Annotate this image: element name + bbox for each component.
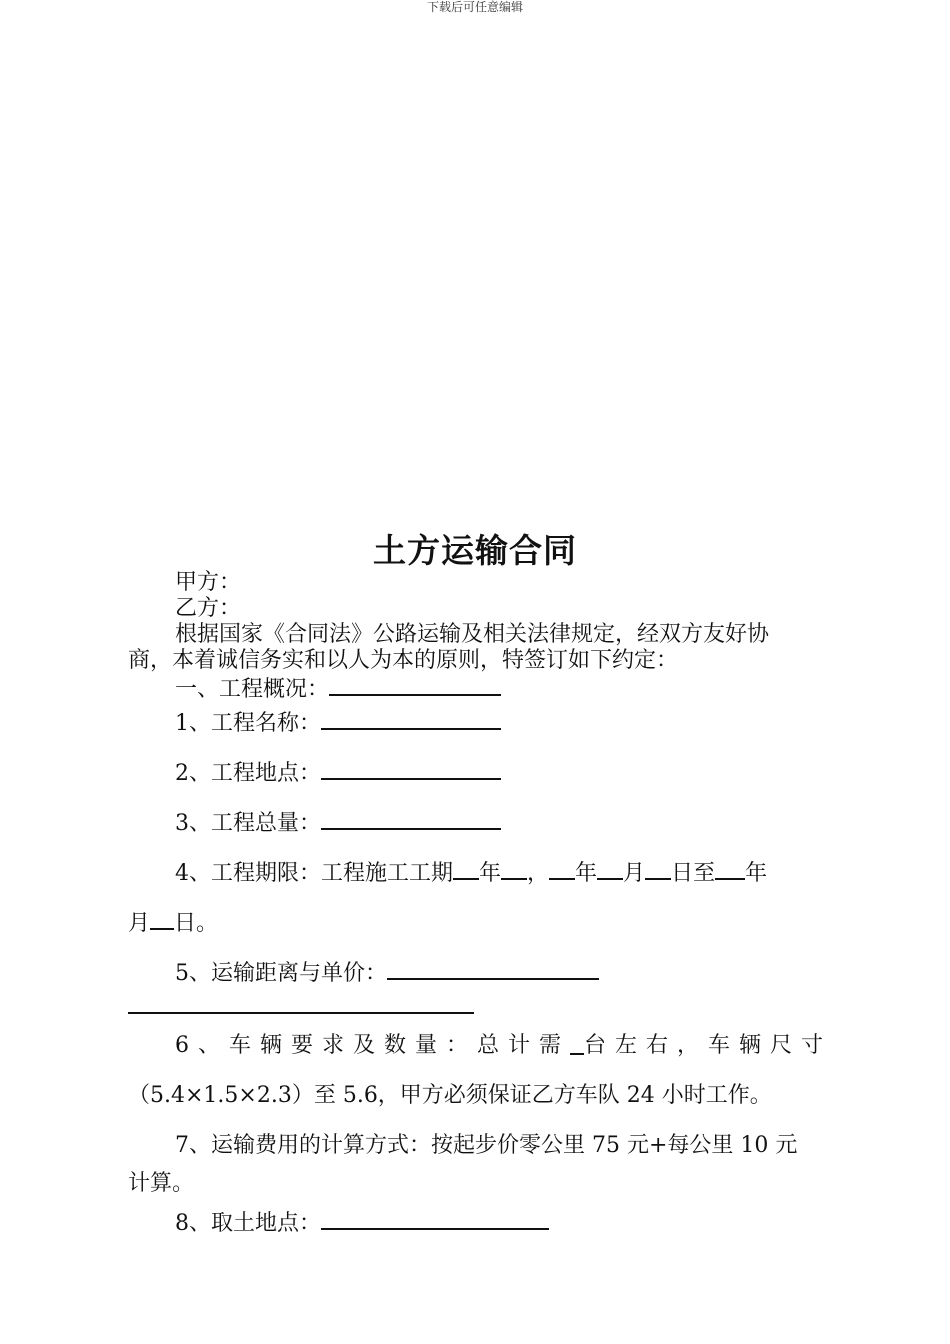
item-project-total-label: 3、工程总量： [175, 811, 321, 836]
period-end-month-text: 月 [128, 911, 151, 936]
period-year-text: 年 [479, 861, 502, 886]
distance-price-blank-1[interactable] [387, 958, 599, 980]
soil-location-blank[interactable] [321, 1208, 549, 1230]
item-project-period-label: 4、工程期限：工程施工工期 [175, 861, 453, 886]
item-distance-price [175, 958, 599, 987]
period-blank-1[interactable] [453, 858, 479, 880]
project-name-blank[interactable] [321, 708, 501, 730]
item-distance-price-label: 5、运输距离与单价： [175, 961, 387, 986]
intro-line-2: 商，本着诚信务实和以人为本的原则，特签订如下约定： [128, 648, 679, 673]
period-blank-5[interactable] [645, 858, 671, 880]
period-blank-6[interactable] [715, 858, 745, 880]
vehicle-req-size: 台左右，车辆尺寸 [583, 1033, 832, 1058]
item-project-location [175, 758, 501, 787]
project-total-blank[interactable] [321, 808, 501, 830]
distance-price-line-2 [128, 992, 474, 1021]
distance-price-blank-2[interactable] [128, 992, 474, 1014]
item-vehicle-req [175, 1033, 832, 1059]
section-overview [175, 674, 501, 703]
period-year3-text: 年 [745, 861, 768, 886]
item-project-period-cont [128, 908, 218, 937]
document-title: 土方运输合同 [373, 531, 577, 570]
period-month-text: 月 [623, 861, 646, 886]
item-soil-location [175, 1208, 549, 1237]
vehicle-req-line-2: （5.4×1.5×2.3）至 5.6，甲方必须保证乙方车队 24 小时工作。 [128, 1083, 772, 1108]
fee-calc-line-2: 计算。 [128, 1171, 195, 1196]
period-blank-3[interactable] [549, 858, 575, 880]
item-project-name-label: 1、工程名称： [175, 711, 321, 736]
item-fee-calc: 7、运输费用的计算方式：按起步价零公里 75 元+每公里 10 元 [175, 1133, 798, 1158]
item-project-period [175, 858, 767, 887]
party-a-label: 甲方： [175, 570, 242, 595]
period-day-text: 日至 [671, 861, 716, 886]
item-soil-location-label: 8、取土地点： [175, 1211, 321, 1236]
vehicle-count-blank[interactable] [570, 1033, 584, 1055]
party-b-label: 乙方： [175, 596, 242, 621]
item-project-location-label: 2、工程地点： [175, 761, 321, 786]
period-blank-2[interactable] [501, 858, 527, 880]
period-end-day-text: 日。 [174, 911, 219, 936]
header-watermark: 下载后可任意编辑 [426, 0, 523, 14]
intro-line-1: 根据国家《合同法》公路运输及相关法律规定，经双方友好协 [175, 622, 770, 647]
period-blank-4[interactable] [597, 858, 623, 880]
period-year2-text: 年 [575, 861, 598, 886]
section-overview-label: 一、工程概况： [175, 677, 330, 702]
vehicle-req-label: 6、车辆要求及数量：总计需 [175, 1033, 570, 1058]
item-project-total [175, 808, 501, 837]
project-location-blank[interactable] [321, 758, 501, 780]
item-project-name [175, 708, 501, 737]
period-comma-text: ， [527, 861, 550, 886]
period-blank-7[interactable] [150, 908, 174, 930]
overview-blank[interactable] [329, 674, 501, 696]
